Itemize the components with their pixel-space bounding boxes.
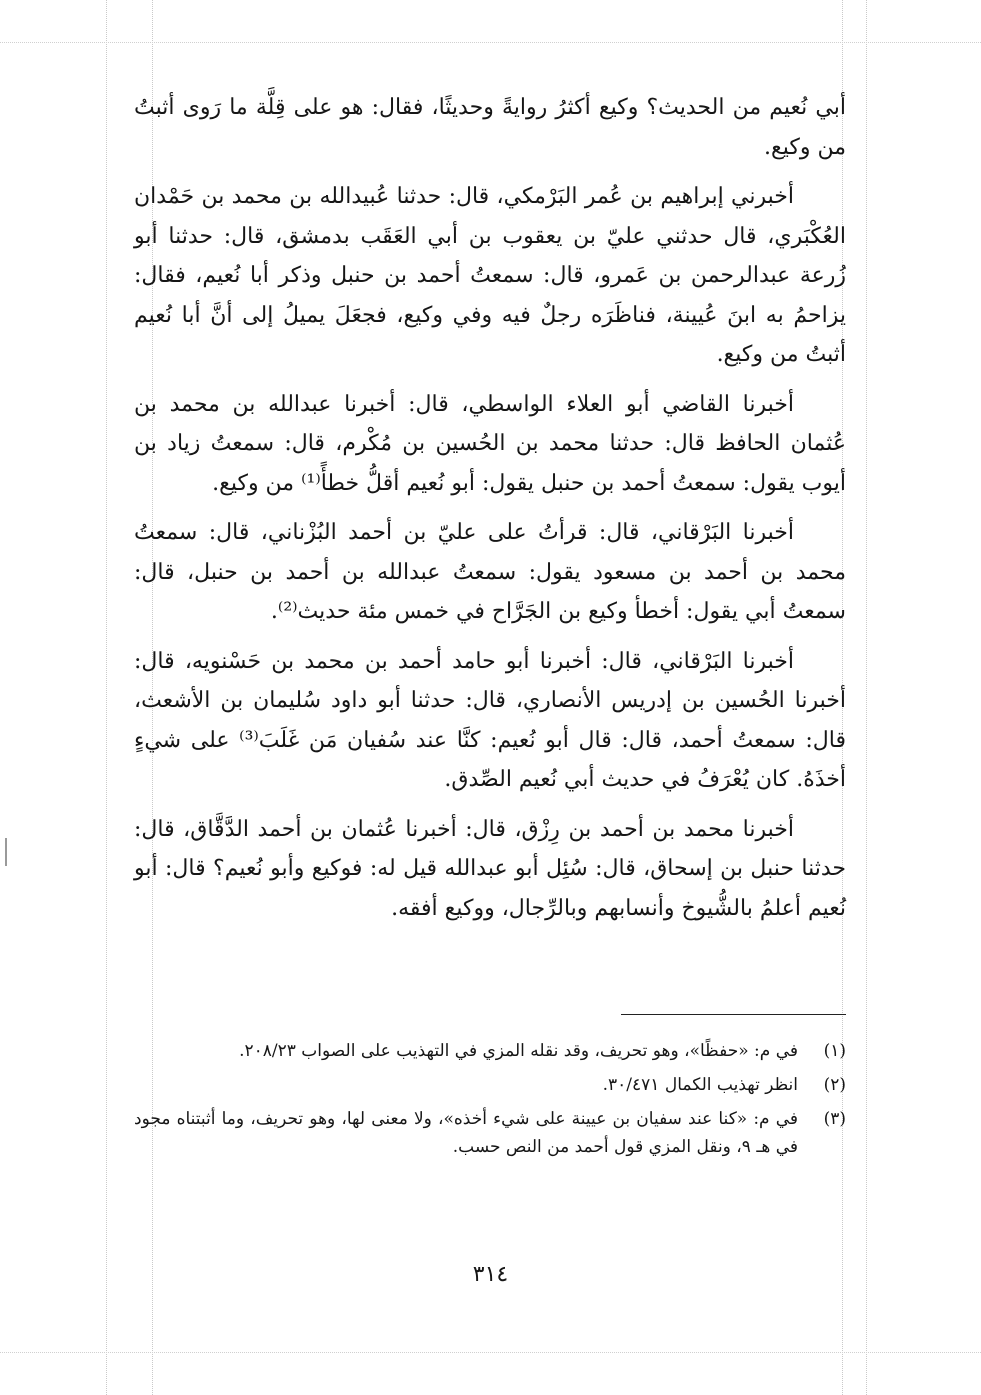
paragraph: أخبرنا محمد بن أحمد بن رِزْق، قال: أخبرنا عُثمان بن أحمد الدَّقَّاق، قال: حدثنا حنبل بن إسحاق، قال: سُئِل أبو عبدالله قيل له: فوكيع وأبو نُعيم؟ قال: أبو نُعيم أعلمُ بالشُّيوخ وأنسابهم وبالرِّجال، ووكيع أفقه. <box>134 816 846 921</box>
paragraph: أخبرنا البَرْقاني، قال: أخبرنا أبو حامد أحمد بن محمد بن حَسْنويه، قال: أخبرنا الحُسين بن إدريس الأنصاري، قال: حدثنا أبو داود سُليمان بن الأشعث، قال: سمعتُ أحمد، قال: قال أبو نُعيم: كنَّا عند سُفيان مَن غَلَبَ⁽³⁾ على شيءٍ أخذَهُ. كان يُعْرَفُ في حديث أبي نُعيم الصِّدق. <box>134 648 846 792</box>
main-text <box>134 88 846 938</box>
page-number: ٣١٤ <box>472 1262 509 1287</box>
paragraph: أبي نُعيم من الحديث؟ وكيع أكثرُ روايةً وحديثًا، فقال: هو على قِلَّة ما رَوى أثبتُ من وكيع. <box>134 95 846 160</box>
footnote-text: انظر تهذيب الكمال ٣٠/٤٧١. <box>602 1075 798 1095</box>
scan-guide-line <box>0 42 981 43</box>
footnote-text: في م: «حفظًا»، وهو تحريف، وقد نقله المزي في التهذيب على الصواب ٢٠٨/٢٣. <box>239 1041 798 1061</box>
footnote-number: (٢) <box>823 1075 846 1095</box>
scan-guide-line <box>0 1352 981 1353</box>
paragraph: أخبرنا القاضي أبو العلاء الواسطي، قال: أخبرنا عبدالله بن محمد بن عُثمان الحافظ قال: حدثنا محمد بن الحُسين بن مُكْرم، قال: سمعتُ زياد بن أيوب يقول: سمعتُ أحمد بن حنبل يقول: أبو نُعيم أقلُّ خطأً⁽¹⁾ من وكيع. <box>134 391 846 496</box>
footnote-number: (٣) <box>823 1109 846 1129</box>
scan-guide-line <box>866 0 867 1395</box>
paragraph: أخبرني إبراهيم بن عُمر البَرْمكي، قال: حدثنا عُبيدالله بن محمد بن حَمْدان العُكْبَري، قال حدثني عليّ بن يعقوب بن أبي العَقَب بدمشق، قال: حدثنا أبو زُرعة عبدالرحمن بن عَمرو، قال: سمعتُ أحمد بن حنبل وذكر أبا نُعيم، فقال: يزاحمُ به ابنَ عُيينة، فناظَرَه رجلٌ فيه وفي وكيع، فجعَلَ يميلُ إلى أنَّ أبا نُعيم أثبتُ من وكيع. <box>134 184 846 367</box>
footnote <box>134 1037 846 1065</box>
footnote <box>134 1071 846 1099</box>
footnotes <box>134 1037 846 1167</box>
footnote-separator <box>621 1014 846 1015</box>
footnote-text: في م: «كنا عند سفيان بن عيينة على شيء أخذه»، ولا معنى لها، وهو تحريف، وما أثبتناه مجود في هـ ٩، ونقل المزي قول أحمد من النص حسب. <box>134 1109 799 1157</box>
scan-guide-line <box>106 0 107 1395</box>
paragraph: أخبرنا البَرْقاني، قال: قرأتُ على عليّ بن أحمد البُزْناني، قال: سمعتُ محمد بن أحمد بن مسعود يقول: سمعتُ عبدالله بن أحمد بن حنبل، قال: سمعتُ أبي يقول: أخطأ وكيع بن الجَرَّاح في خمس مئة حديث⁽²⁾. <box>134 520 846 624</box>
scan-edge-mark <box>5 838 7 866</box>
footnote <box>134 1105 846 1161</box>
footnote-number: (١) <box>823 1041 846 1061</box>
